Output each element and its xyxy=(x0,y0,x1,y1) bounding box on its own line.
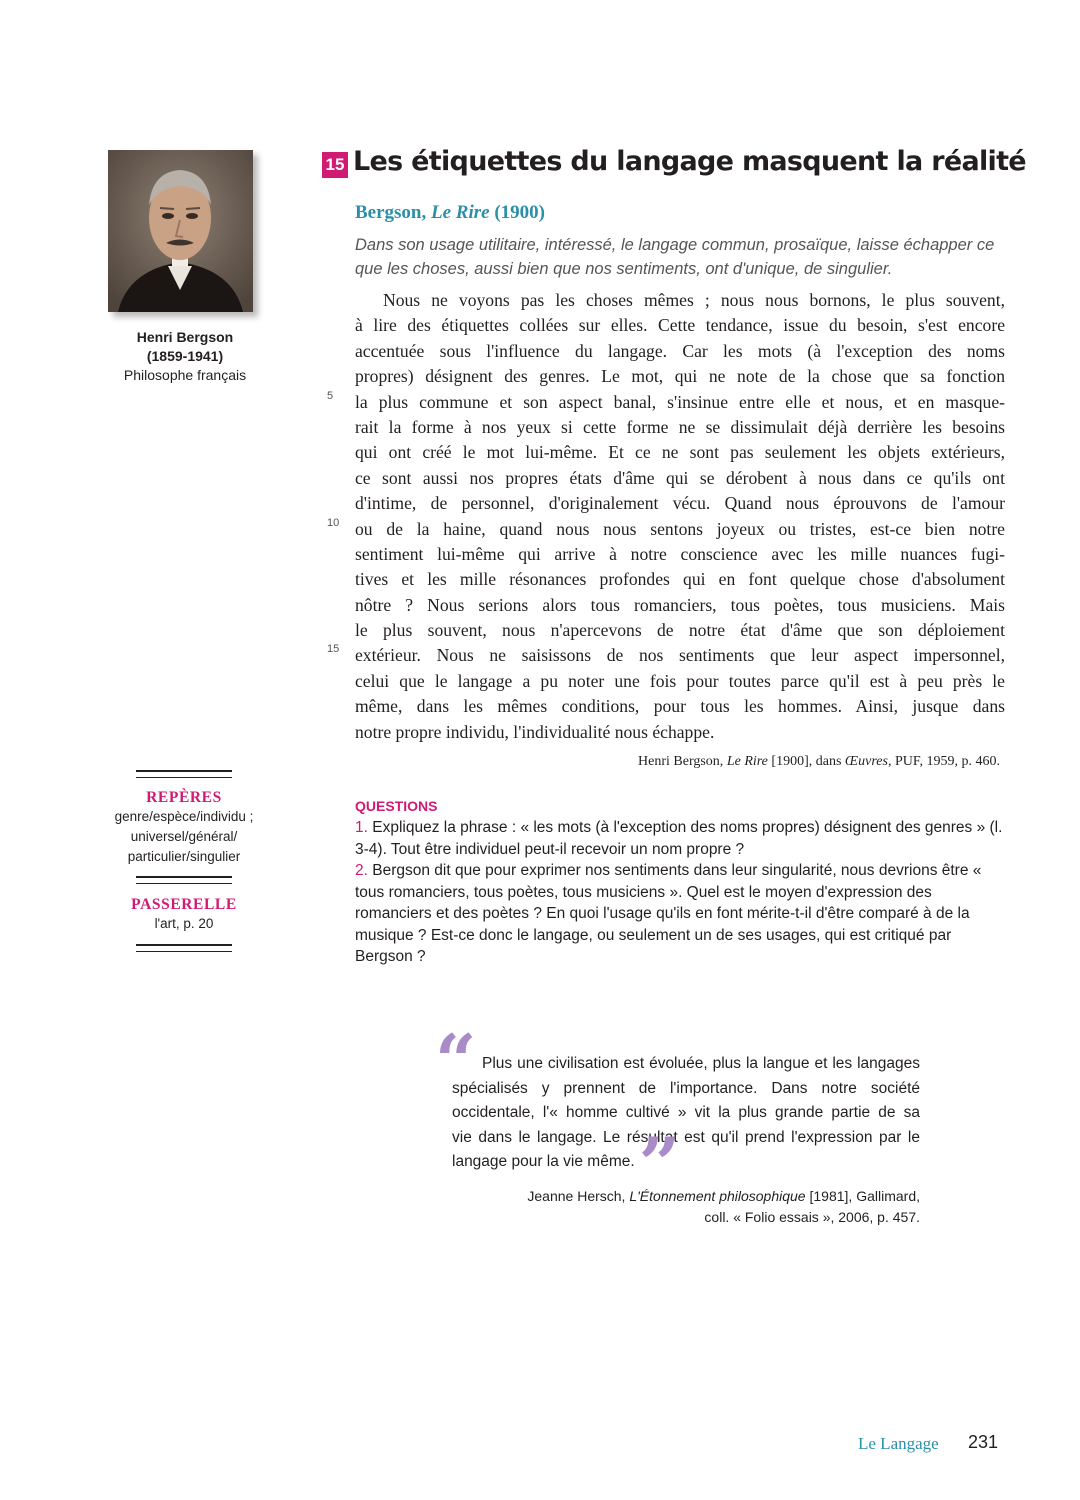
portrait-caption xyxy=(100,328,270,385)
portrait-photo xyxy=(108,150,253,312)
quote-line: spécialisés y prennent de l'importance. Dans notre société xyxy=(452,1079,920,1097)
text-line: rait la forme à nos yeux si cette forme ne se dissimulait déjà derrière les besoins xyxy=(355,416,1005,437)
quote-work-title: L'Étonnement philosophique xyxy=(629,1188,806,1204)
sidebar-box xyxy=(108,770,260,952)
text-line: à lire des étiquettes collées sur elles. Cette tendance, issue du besoin, s'est encore xyxy=(355,315,1005,336)
article-body xyxy=(327,288,1005,745)
text-line: le plus souvent, nous n'apercevons de notre état d'âme que son déploiement xyxy=(355,620,1005,641)
quote-source-rest: [1981], Gallimard, xyxy=(805,1188,920,1204)
question-item xyxy=(355,817,1005,860)
quote-author: Jeanne Hersch, xyxy=(527,1188,630,1204)
reperes-line: genre/espèce/individu ; xyxy=(114,809,254,824)
text-line: sentiment lui-même qui arrive à notre conscience avec les mille nuances fugi- xyxy=(355,543,1005,564)
quote-line: Plus une civilisation est évoluée, plus la langue et les langages xyxy=(482,1055,920,1072)
text-line: ou de la haine, quand nous nous sentons joyeux ou tristes, est-ce bien notre xyxy=(355,518,1005,539)
source-work: Œuvres xyxy=(844,754,888,769)
portrait-role: Philosophe français xyxy=(123,367,247,383)
numbered-line-wrap xyxy=(327,516,1005,542)
text-line: tives et les mille résonances profondes qui en font quelque chose d'absolument xyxy=(355,569,1005,590)
source-title: Le Rire xyxy=(726,754,768,769)
question-item xyxy=(355,860,1005,968)
question-text: Bergson dit que pour exprimer nos sentiments dans leur singularité, nous devrions être « tous romanciers, tous poètes, tous musiciens ». Quel est le moyen d'expression des romanciers et des poètes ? En quoi l'usage qu'ils en font mérite-t-il d'être comparé à de la musique ? Est-ce donc le langage, ou seulement un de ses usages, qui est critiqué par Bergson ? xyxy=(355,862,982,965)
article-title: Les étiquettes du langage masquent la réalité xyxy=(353,146,1026,177)
portrait-name: Henri Bergson xyxy=(136,329,234,345)
numbered-line-wrap xyxy=(327,389,1005,415)
source-end: , PUF, 1959, p. 460. xyxy=(887,754,1000,769)
text-line: qui ont créé le mot lui-même. Et ce ne sont pas seulement les objets extérieurs, xyxy=(355,442,1005,463)
open-quote-mark: “ xyxy=(435,1018,477,1103)
article-source xyxy=(355,754,1000,770)
line-number: 15 xyxy=(327,643,340,656)
sidebar-rule-bottom xyxy=(136,944,232,952)
passerelle-heading: PASSERELLE xyxy=(131,896,237,913)
question-number: 2. xyxy=(355,862,368,879)
text-line: ce sont aussi nos propres états d'âme qui se dérobent à nous dans ce qu'ils ont xyxy=(355,467,1005,488)
questions-heading: QUESTIONS xyxy=(355,798,438,814)
work-year: (1900) xyxy=(489,202,545,223)
reperes-heading: REPÈRES xyxy=(146,789,222,806)
questions-list xyxy=(355,817,1005,968)
portrait-illustration xyxy=(108,150,253,312)
work-title: Le Rire xyxy=(431,202,490,223)
text-line: notre propre individu, l'individualité nous échappe. xyxy=(355,721,715,742)
line-number: 10 xyxy=(327,516,340,529)
quote-source xyxy=(455,1186,920,1228)
article-intro: Dans son usage utilitaire, intéressé, le langage commun, prosaïque, laisse échapper ce que les choses, aussi bien que nos sentiments, ont d'unique, de singulier. xyxy=(355,236,995,278)
quote-source-line xyxy=(455,1186,920,1207)
reperes-line: universel/général/ xyxy=(130,829,238,844)
question-number: 1. xyxy=(355,819,368,836)
text-line: propres) désignent des genres. Le mot, qui ne note de la chose que sa fonction xyxy=(355,366,1005,387)
numbered-line-wrap xyxy=(327,643,1005,668)
quote-line: occidentale, l'« homme cultivé » vit la plus grande partie de sa xyxy=(452,1104,920,1121)
author-name: Bergson, xyxy=(355,202,431,223)
article-subtitle xyxy=(355,202,545,224)
source-author: Henri Bergson, xyxy=(638,754,727,769)
quote-source-line: coll. « Folio essais », 2006, p. 457. xyxy=(704,1209,920,1225)
quote-line: vie dans le langage. Le résultat est qu'il prend l'expression par le xyxy=(452,1128,920,1146)
text-line: celui que le langage a pu noter une fois pour toutes parce qu'il est à peu près le xyxy=(355,670,1005,691)
line-number: 5 xyxy=(327,389,334,402)
quote-line: langage pour la vie même. xyxy=(452,1153,635,1170)
reperes-line: particulier/singulier xyxy=(127,849,241,864)
sidebar-rule-top xyxy=(136,770,232,778)
page-number: 231 xyxy=(968,1432,999,1452)
portrait-dates: (1859-1941) xyxy=(146,348,224,364)
article-number-badge: 15 xyxy=(322,152,348,178)
text-line: d'intime, de personnel, d'originalement vécu. Quand nous éprouvons de l'amour xyxy=(355,493,1005,514)
text-line: Nous ne voyons pas les choses mêmes ; nous nous bornons, le plus souvent, xyxy=(383,290,1005,310)
question-text: Expliquez la phrase : « les mots (à l'exception des noms propres) désignent des genres » (l. 3-4). Tout être individuel peut-il recevoir un nom propre ? xyxy=(355,819,1003,858)
sidebar-rule-middle xyxy=(136,876,232,884)
text-line: nôtre ? Nous serions alors tous romanciers, tous poètes, tous musiciens. Mais xyxy=(355,594,1005,615)
passerelle-link[interactable]: l'art, p. 20 xyxy=(154,916,214,931)
text-line: extérieur. Nous ne saisissons de nos sentiments que leur aspect impersonnel, xyxy=(355,645,1005,666)
text-line: la plus commune et son aspect banal, s'insinue entre elle et nous, et en masque- xyxy=(355,391,1005,412)
text-line: accentuée sous l'influence du langage. Car les mots (à l'exception des noms xyxy=(355,340,1005,361)
close-quote-mark: ” xyxy=(638,1121,681,1206)
footer-section: Le Langage xyxy=(858,1434,939,1453)
source-mid: [1900], dans xyxy=(767,754,845,769)
text-line: même, dans les mêmes conditions, pour tous les hommes. Ainsi, jusque dans xyxy=(355,696,1005,717)
